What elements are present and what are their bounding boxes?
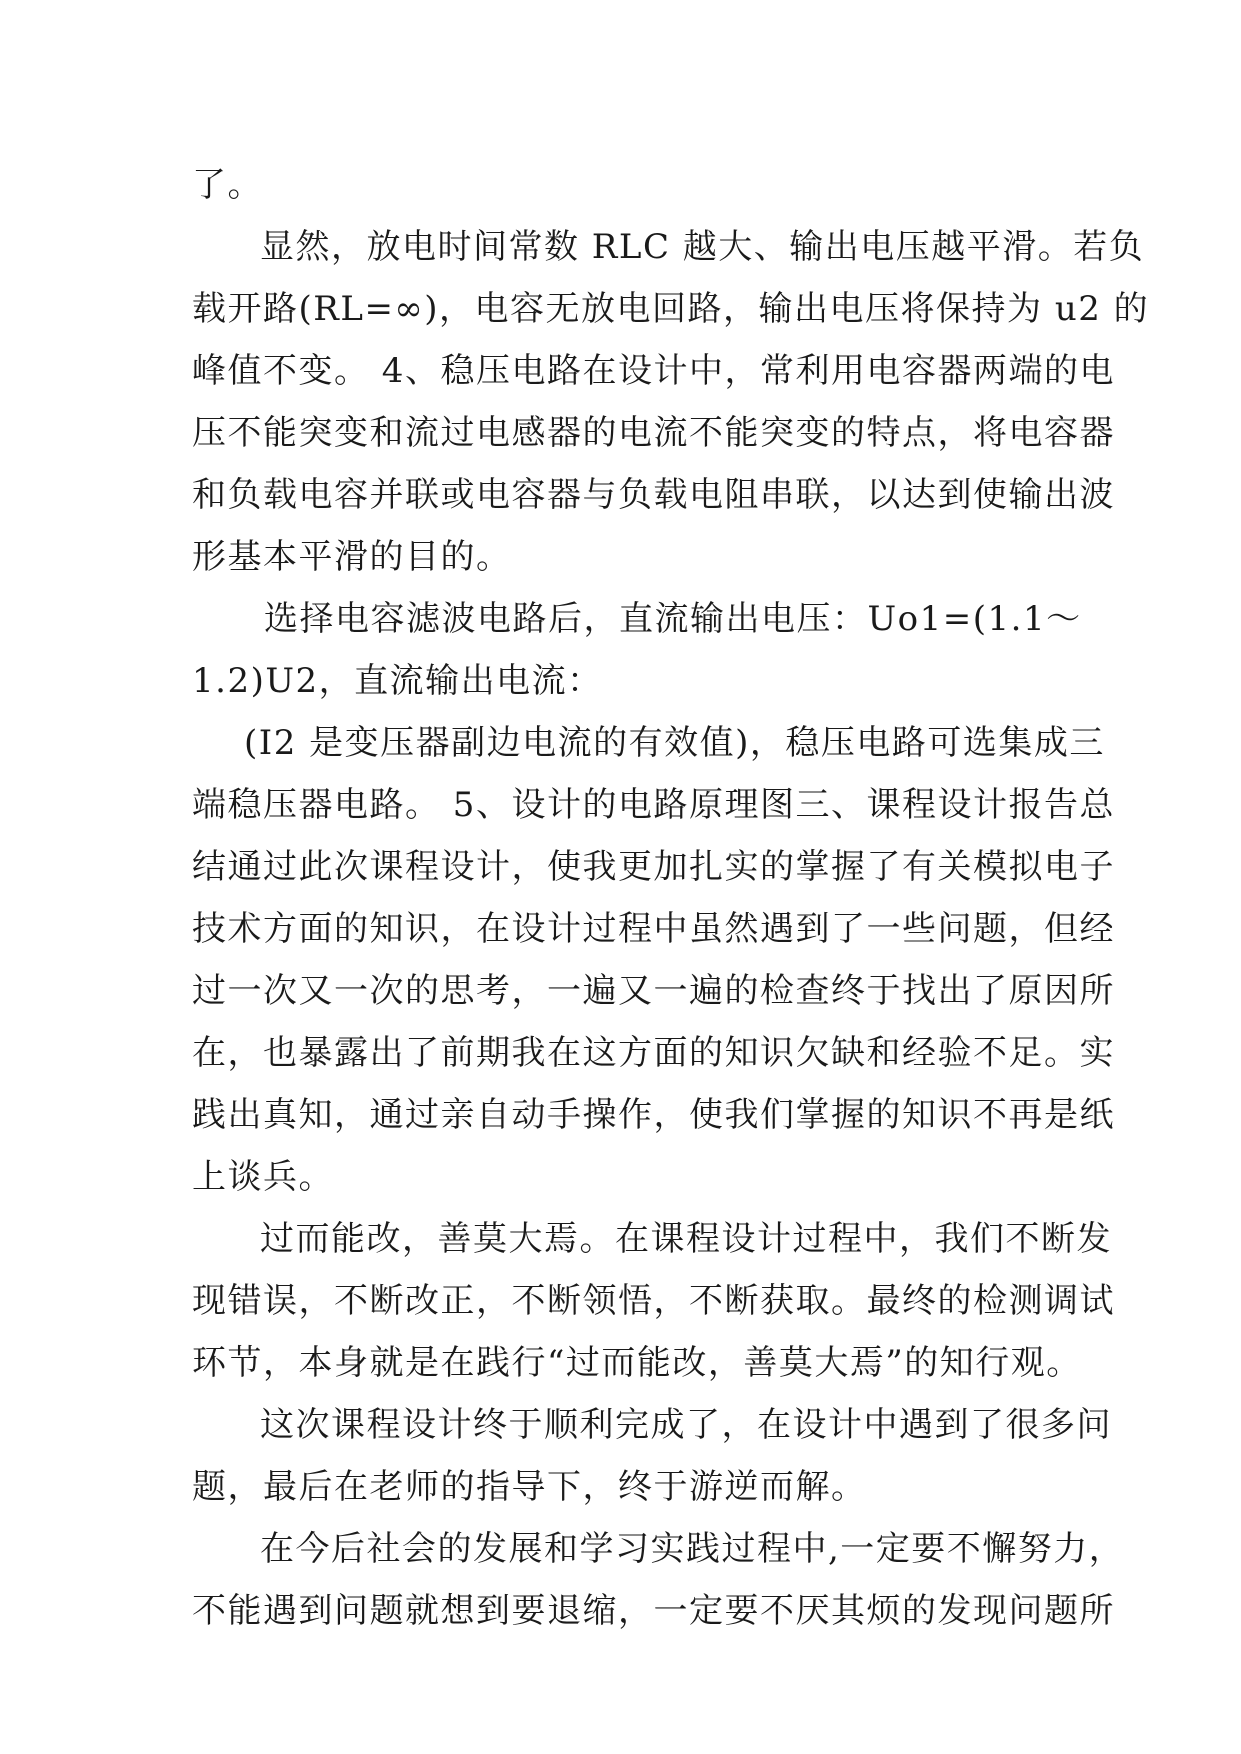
text-line: 了。 xyxy=(192,165,263,205)
text-line: 压不能突变和流过电感器的电流不能突变的特点，将电容器 xyxy=(192,413,1115,453)
body-text xyxy=(192,154,1150,1642)
text-line: 显然，放电时间常数 RLC 越大、输出电压越平滑。若负 xyxy=(260,227,1145,267)
text-line: 端稳压器电路。 5、设计的电路原理图三、课程设计报告总 xyxy=(192,785,1115,825)
text-line: 峰值不变。 4、稳压电路在设计中，常利用电容器两端的电 xyxy=(192,351,1115,391)
text-line: 过一次又一次的思考，一遍又一遍的检查终于找出了原因所 xyxy=(192,971,1115,1011)
text-line: 和负载电容并联或电容器与负载电阻串联，以达到使输出波 xyxy=(192,475,1115,515)
text-line: 形基本平滑的目的。 xyxy=(192,537,512,577)
text-line: 在，也暴露出了前期我在这方面的知识欠缺和经验不足。实 xyxy=(192,1033,1115,1073)
text-line: 上谈兵。 xyxy=(192,1157,334,1197)
text-line: 1.2)U2，直流输出电流： xyxy=(192,661,603,701)
text-line: 载开路(RL=∞)，电容无放电回路，输出电压将保持为 u2 的 xyxy=(192,289,1150,329)
text-line: 在今后社会的发展和学习实践过程中,一定要不懈努力， xyxy=(260,1529,1125,1569)
text-line: 技术方面的知识，在设计过程中虽然遇到了一些问题，但经 xyxy=(192,909,1115,949)
text-line: 题，最后在老师的指导下，终于游逆而解。 xyxy=(192,1467,867,1507)
text-line: 现错误，不断改正，不断领悟，不断获取。最终的检测调试 xyxy=(192,1281,1115,1321)
text-line: 环节，本身就是在践行“过而能改，善莫大焉”的知行观。 xyxy=(192,1343,1082,1383)
text-line: 这次课程设计终于顺利完成了，在设计中遇到了很多问 xyxy=(260,1405,1112,1445)
text-line: 选择电容滤波电路后，直流输出电压：Uo1=(1.1～ xyxy=(264,599,1082,639)
text-line: 过而能改，善莫大焉。在课程设计过程中，我们不断发 xyxy=(260,1219,1112,1259)
text-line: (I2 是变压器副边电流的有效值)，稳压电路可选集成三 xyxy=(244,723,1105,763)
text-line: 践出真知，通过亲自动手操作，使我们掌握的知识不再是纸 xyxy=(192,1095,1115,1135)
text-line: 不能遇到问题就想到要退缩，一定要不厌其烦的发现问题所 xyxy=(192,1591,1115,1631)
text-line: 结通过此次课程设计，使我更加扎实的掌握了有关模拟电子 xyxy=(192,847,1115,887)
